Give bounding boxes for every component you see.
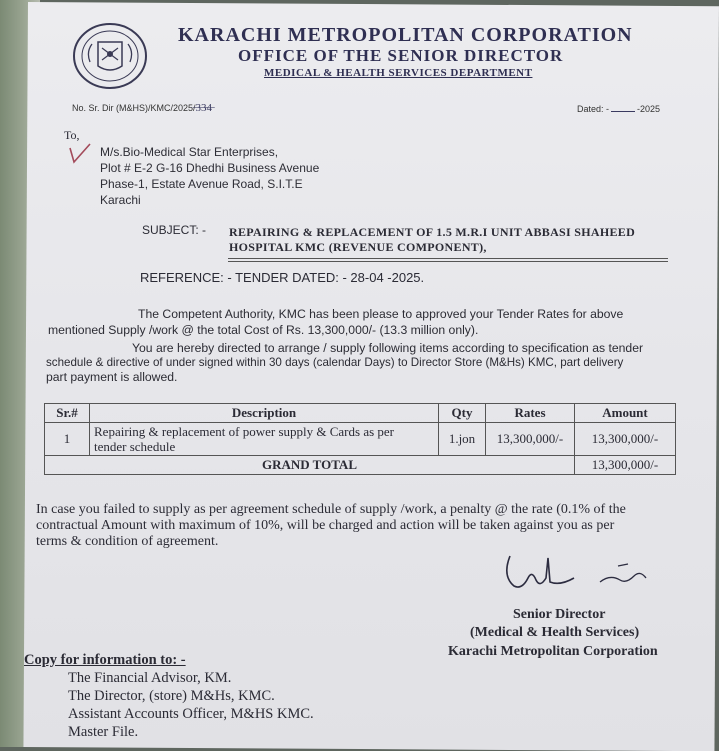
body-paragraph: schedule & directive of under signed within 30 days (calendar Days) to Director Store (M&Hs) KMC, part delivery: [46, 356, 624, 369]
cell-amount: 13,300,000/-: [575, 423, 676, 456]
address-line: M/s.Bio-Medical Star Enterprises,: [100, 145, 279, 159]
subject-underline: [228, 258, 668, 262]
pen-tick-icon: [64, 138, 104, 168]
address-line: Karachi: [100, 193, 141, 207]
address-line: Phase-1, Estate Avenue Road, S.I.T.E: [100, 177, 303, 191]
table-row: [45, 423, 676, 456]
body-paragraph: part payment is allowed.: [46, 370, 178, 384]
signature-icon: [500, 548, 660, 598]
office-title: OFFICE OF THE SENIOR DIRECTOR: [238, 46, 564, 65]
to-label: To,: [64, 128, 80, 142]
reference-number: No. Sr. Dir (M&HS)/KMC/2025/̶3̶3̶4̶: [72, 102, 213, 114]
penalty-line: In case you failed to supply as per agreement schedule of supply /work, a penalty @ the rate (0.1% of the: [36, 502, 626, 517]
col-header: Amount: [575, 404, 676, 423]
items-table: [44, 403, 676, 475]
grand-total-label: GRAND TOTAL: [45, 456, 575, 475]
copy-item: The Financial Advisor, KM.: [68, 670, 232, 686]
grand-total-value: 13,300,000/-: [575, 456, 676, 475]
address-line: Plot # E-2 G-16 Dhedhi Business Avenue: [100, 161, 320, 175]
subject-line: HOSPITAL KMC (REVENUE COMPONENT),: [229, 240, 487, 254]
subject-line: REPAIRING & REPLACEMENT OF 1.5 M.R.I UNIT ABBASI SHAHEED: [229, 225, 636, 239]
col-header: Sr.#: [45, 404, 90, 423]
letter-date: Dated: - -2025: [577, 104, 661, 114]
penalty-line: contractual Amount with maximum of 10%, will be charged and action will be taken against you as per: [36, 518, 615, 533]
col-header: Description: [90, 404, 439, 423]
col-header: Rates: [486, 404, 575, 423]
cell-description: Repairing & replacement of power supply & Cards as per tender schedule: [90, 423, 439, 456]
grand-total-row: [45, 456, 676, 475]
copy-item: The Director, (store) M&Hs, KMC.: [68, 688, 275, 704]
signatory-title: Senior Director: [513, 607, 606, 622]
penalty-line: terms & condition of agreement.: [36, 534, 219, 549]
signatory-org: Karachi Metropolitan Corporation: [448, 644, 658, 659]
cell-rate: 13,300,000/-: [486, 423, 575, 456]
cell-qty: 1.jon: [439, 423, 486, 456]
cell-sr: 1: [45, 423, 90, 456]
subject-label: SUBJECT: -: [142, 223, 207, 237]
reference-line: REFERENCE: - TENDER DATED: - 28-04 -2025.: [140, 270, 425, 285]
copy-heading: Copy for information to: -: [24, 652, 186, 668]
copy-item: Assistant Accounts Officer, M&HS KMC.: [68, 706, 314, 722]
table-header-row: [45, 404, 676, 423]
body-paragraph: mentioned Supply /work @ the total Cost of Rs. 13,300,000/- (13.3 million only).: [48, 323, 479, 337]
body-paragraph: You are hereby directed to arrange / supply following items according to specification as tender: [132, 341, 644, 355]
copy-item: Master File.: [68, 724, 139, 740]
col-header: Qty: [439, 404, 486, 423]
signatory-dept: (Medical & Health Services): [470, 625, 640, 640]
body-paragraph: The Competent Authority, KMC has been please to approved your Tender Rates for above: [138, 307, 624, 321]
dept-title: MEDICAL & HEALTH SERVICES DEPARTMENT: [264, 67, 533, 79]
org-title: KARACHI METROPOLITAN CORPORATION: [178, 24, 633, 46]
kmc-seal-icon: [72, 22, 148, 90]
